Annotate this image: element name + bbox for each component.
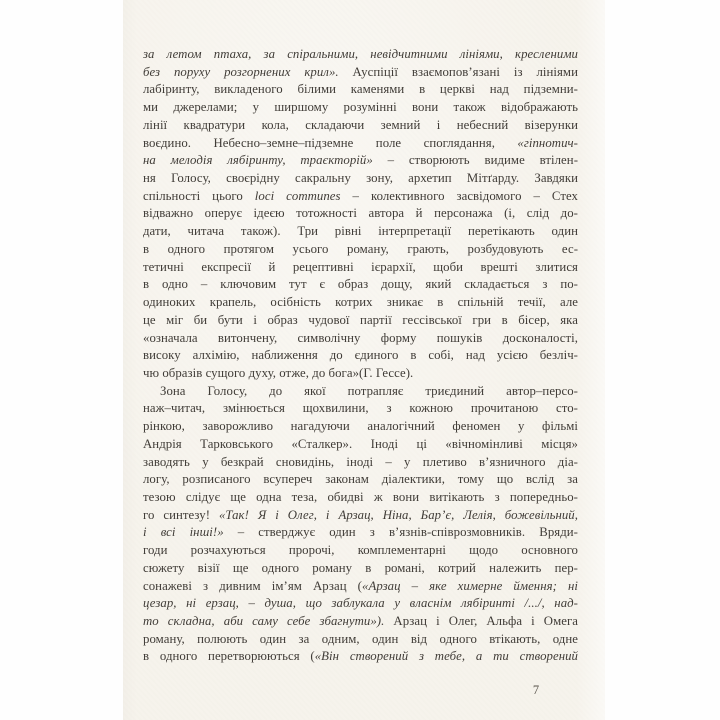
- italic-text-run: на мелодія лябіринту, траєкторій»: [143, 153, 373, 168]
- text-line: [143, 170, 578, 188]
- text-line: [143, 241, 578, 259]
- text-run: ми джерелами; у ширшому розумінні вони також відображають: [143, 100, 578, 115]
- text-line: [143, 542, 578, 560]
- text-line: [143, 648, 578, 666]
- text-line: [143, 400, 578, 418]
- text-line: [143, 276, 578, 294]
- text-run: логу, розписаного всупереч законам діалектики, тому що вслід за: [143, 472, 578, 487]
- text-line: [143, 46, 578, 64]
- text-line: [143, 99, 578, 117]
- text-line: [143, 454, 578, 472]
- text-run: відважно оперує ідеєю тотожності автора й персонажа (і, слід до-: [143, 206, 578, 221]
- text-run: заводять у безкрай сновидінь, іноді – у плетиво в’язничного діа-: [143, 454, 578, 469]
- italic-text-run: «Арзац – яке химерне ймення; ні: [362, 578, 578, 593]
- italic-text-run: loci communes: [254, 188, 341, 203]
- text-line: [143, 117, 578, 135]
- text-line: [143, 595, 578, 613]
- text-run: спільності цього: [143, 188, 255, 203]
- text-run: лінії квадратури кола, складаючи земний і небесний візерунки: [143, 117, 578, 132]
- text-run: в одного перетворюються (: [143, 649, 315, 664]
- text-line: [143, 188, 578, 206]
- text-line: [143, 436, 578, 454]
- italic-text-run: цезар, ні ерзац, – душа, що заблукала у власнім лябіринті /.../, над-: [143, 596, 578, 611]
- text-line: [143, 81, 578, 99]
- text-line: [143, 365, 578, 383]
- text-line: [143, 507, 578, 525]
- text-run: – стверджує один з в’язнів-співрозмовників. Вряди-: [223, 525, 578, 540]
- text-line: [143, 152, 578, 170]
- text-run: Ауспіції взаємопов’язані із лініями: [338, 64, 578, 79]
- text-run: тезою слідує ще одна теза, обидві ж вони витікають з попередньо-: [143, 489, 578, 504]
- text-line: [143, 631, 578, 649]
- page-number: 7: [532, 683, 540, 697]
- text-run: ня Голосу, своєрідну сакральну зону, архетип Мітґарду. Завдяки: [143, 171, 578, 186]
- text-line: [143, 223, 578, 241]
- italic-text-run: «гіпнотич-: [517, 135, 578, 150]
- text-run: тетичні експресії й рецептивні ієрархії, щоби врешті злитися: [143, 259, 578, 274]
- text-line: [143, 560, 578, 578]
- text-line: [143, 418, 578, 436]
- text-line: [143, 312, 578, 330]
- italic-text-run: за летом птаха, за спіральними, невідчитними лініями, кресленими: [143, 47, 578, 61]
- text-run: го синтезу!: [143, 507, 219, 522]
- text-run: – створюють видиме втілен-: [372, 153, 578, 168]
- text-run: це міг би бути і образ чудової партії гессівської гри в бісер, яка: [143, 312, 578, 327]
- italic-text-run: то складна, аби саму себе збагнути»).: [143, 614, 385, 628]
- text-run: в одного протягом усього роману, грають, розбудовують ес-: [143, 241, 578, 256]
- text-run: «означала витончену, символічну форму пошуків досконалості,: [143, 330, 578, 345]
- italic-text-run: «Так! Я і Олег, і Арзац, Ніна, Бар’є, Лелія, божевільний,: [218, 507, 578, 522]
- text-run: – колективного засвідомого – Стех: [340, 188, 578, 203]
- text-run: Зона Голосу, до якої потрапляє триєдиний автор–персо-: [160, 383, 578, 398]
- italic-text-run: і всі інші!»: [143, 525, 224, 540]
- text-line: [143, 259, 578, 277]
- text-run: рінкою, заворожливо нагадуючи аналогічний феномен у фільмі: [143, 419, 578, 434]
- text-run: сюжету візії ще одного роману в романі, котрий належить пер-: [143, 560, 578, 575]
- text-line: [143, 471, 578, 489]
- text-line: [143, 205, 578, 223]
- text-run: Андрія Тарковського «Сталкер». Іноді ці «вічномінливі місця»: [143, 436, 578, 451]
- text-run: чю образів сущого духу, отже, до бога»(Г. Гессе).: [143, 365, 414, 380]
- text-run: сонажеві з дивним ім’ям Арзац (: [143, 578, 362, 593]
- italic-text-run: без поруху розгорнених крил».: [143, 64, 339, 79]
- text-run: лабіринту, викладеного білими каменями в церкві над підземни-: [143, 82, 578, 97]
- text-line: [143, 330, 578, 348]
- book-page: [123, 0, 605, 720]
- text-line: [143, 64, 578, 82]
- text-run: дати, читача також). Три рівні інтерпретації перетікають один: [143, 224, 578, 239]
- text-line: [143, 613, 578, 631]
- text-run: в одно – ключовим тут є образ дощу, який складається з по-: [143, 277, 578, 292]
- page-text: [143, 46, 578, 666]
- italic-text-run: «Він створений з тебе, а ти створений: [314, 649, 578, 664]
- text-run: роману, полюють один за одним, один від одного втікають, одне: [143, 631, 578, 646]
- text-line: [143, 383, 578, 401]
- text-line: [143, 347, 578, 365]
- text-line: [143, 135, 578, 153]
- text-line: [143, 294, 578, 312]
- text-run: Арзац і Олег, Альфа і Омега: [384, 614, 578, 628]
- text-line: [143, 524, 578, 542]
- text-run: одиноких крапель, осібність котрих зникає в спільній течії, але: [143, 295, 578, 310]
- text-run: наж–читач, змінюється щохвилини, з кожною прочитаною сто-: [143, 401, 578, 416]
- text-run: воєдино. Небесно–земне–підземне поле споглядання,: [143, 135, 518, 150]
- text-run: годи розчахуються пророчі, комплементарні щодо основного: [143, 543, 578, 558]
- text-line: [143, 578, 578, 596]
- text-run: високу алхімію, наближення до єдиного в собі, над усією безліч-: [143, 348, 578, 363]
- text-line: [143, 489, 578, 507]
